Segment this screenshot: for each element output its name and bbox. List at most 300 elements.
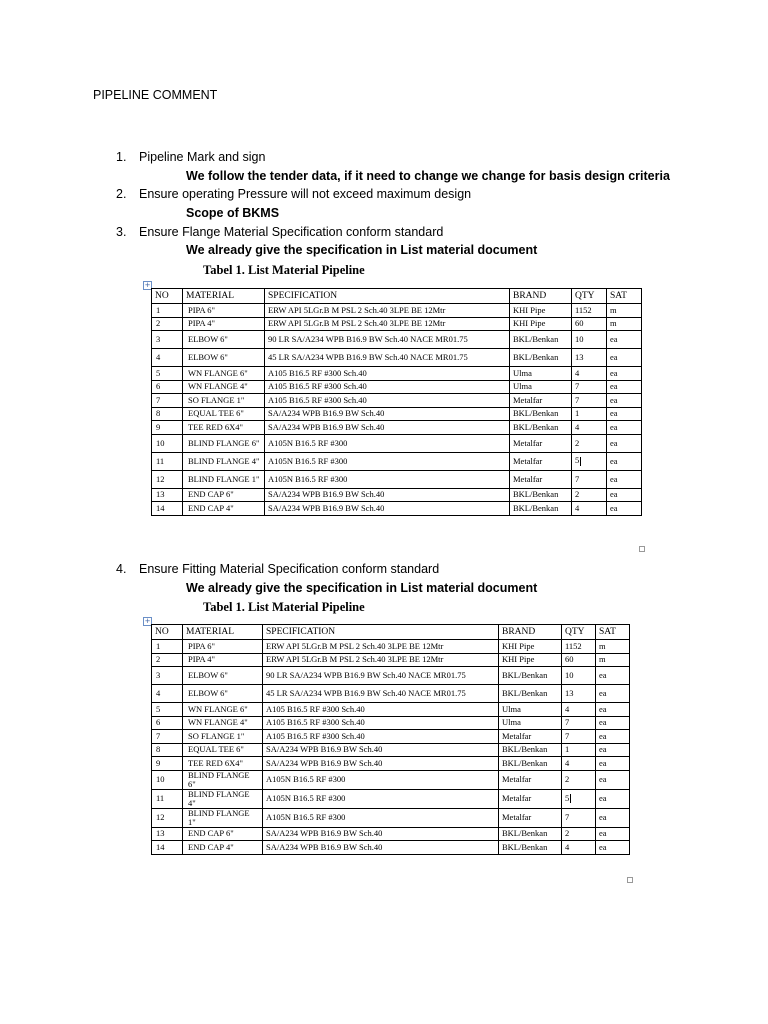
cell-brand[interactable] <box>499 827 562 841</box>
cell-spec[interactable] <box>265 470 510 488</box>
cell-qty[interactable] <box>572 452 607 470</box>
cell-spec[interactable] <box>263 841 499 855</box>
cell-text: ea <box>599 841 607 852</box>
cell-brand[interactable] <box>510 367 572 381</box>
list-item-3 <box>116 225 443 239</box>
cell-sat[interactable] <box>607 434 642 452</box>
cell-text: 7 <box>575 473 580 484</box>
cell-text: ea <box>610 473 618 484</box>
cell-sat[interactable] <box>596 716 630 730</box>
cell-qty[interactable] <box>562 827 596 841</box>
cell-text: ea <box>599 812 607 822</box>
cell-sat[interactable] <box>607 331 642 349</box>
cell-no[interactable] <box>152 367 183 381</box>
cell-text: BLIND FLANGE 4" <box>188 455 260 466</box>
cell-sat[interactable] <box>607 380 642 394</box>
cell-sat[interactable] <box>607 502 642 516</box>
cell-text: END CAP 6" <box>188 489 234 500</box>
cell-text: ELBOW 6" <box>188 334 228 344</box>
cell-text: Ulma <box>502 717 521 728</box>
cell-qty[interactable] <box>572 380 607 394</box>
cell-sat[interactable] <box>607 407 642 421</box>
cell-qty[interactable] <box>562 808 596 827</box>
cell-text: ERW API 5LGr.B M PSL 2 Sch.40 3LPE BE 12Mtr <box>266 654 444 665</box>
cell-brand[interactable] <box>510 488 572 502</box>
cell-material[interactable] <box>183 470 265 488</box>
cell-no[interactable] <box>152 452 183 470</box>
cell-no[interactable] <box>152 488 183 502</box>
cell-brand[interactable] <box>499 770 562 789</box>
cell-no[interactable] <box>152 331 183 349</box>
cell-text: 4 <box>156 352 161 362</box>
cell-no[interactable] <box>152 841 183 855</box>
cell-text: ERW API 5LGr.B M PSL 2 Sch.40 3LPE BE 12Mtr <box>268 318 446 329</box>
cell-spec[interactable] <box>263 640 499 654</box>
cell-brand[interactable] <box>510 380 572 394</box>
cell-material[interactable] <box>183 730 263 744</box>
cell-spec[interactable] <box>263 743 499 757</box>
cell-text: 2 <box>575 437 580 448</box>
cell-text: Metalfar <box>513 394 543 405</box>
cell-spec[interactable] <box>265 380 510 394</box>
cell-no[interactable] <box>152 502 183 516</box>
cell-text: 2 <box>156 654 161 665</box>
cell-text: 13 <box>156 489 165 500</box>
cell-text: Ulma <box>513 367 532 378</box>
cell-no[interactable] <box>152 827 183 841</box>
cell-brand[interactable] <box>499 667 562 685</box>
cell-no[interactable] <box>152 394 183 408</box>
cell-text: 10 <box>156 437 165 448</box>
table-row <box>152 304 642 318</box>
cell-text: BKL/Benkan <box>513 408 559 419</box>
cell-sat[interactable] <box>596 743 630 757</box>
cell-material[interactable] <box>183 434 265 452</box>
cell-text: PIPA 4" <box>188 318 216 329</box>
table-row <box>152 349 642 367</box>
cell-text: SO FLANGE 1" <box>188 394 245 405</box>
cell-sat[interactable] <box>607 349 642 367</box>
cell-no[interactable] <box>152 703 183 717</box>
cell-material[interactable] <box>183 349 265 367</box>
cell-text: BLIND FLANGE 1" <box>188 808 250 827</box>
cell-qty[interactable] <box>572 331 607 349</box>
cell-spec[interactable] <box>263 757 499 771</box>
cell-text: EQUAL TEE 6" <box>188 408 244 419</box>
cell-material[interactable] <box>183 716 263 730</box>
cell-text: BKL/Benkan <box>502 841 548 852</box>
cell-text: BKL/Benkan <box>502 828 548 839</box>
cell-qty[interactable] <box>572 470 607 488</box>
cell-material[interactable] <box>183 667 263 685</box>
cell-no[interactable] <box>152 789 183 808</box>
cell-text: 3 <box>156 334 161 344</box>
cell-material[interactable] <box>183 502 265 516</box>
cell-qty[interactable] <box>572 304 607 318</box>
cell-material[interactable] <box>183 640 263 654</box>
cell-text: BKL/Benkan <box>513 421 559 432</box>
column-header: BRAND <box>510 289 572 304</box>
cell-no[interactable] <box>152 407 183 421</box>
cell-spec[interactable] <box>265 349 510 367</box>
cell-material[interactable] <box>183 317 265 331</box>
cell-material[interactable] <box>183 827 263 841</box>
cell-spec[interactable] <box>263 716 499 730</box>
cell-no[interactable] <box>152 349 183 367</box>
cell-text: TEE RED 6X4" <box>188 421 243 432</box>
cell-brand[interactable] <box>499 841 562 855</box>
cell-text: ea <box>599 730 607 741</box>
cell-text: KHI Pipe <box>513 318 546 329</box>
cell-text: BKL/Benkan <box>513 334 559 344</box>
cell-text: WN FLANGE 6" <box>188 367 248 378</box>
document-title: PIPELINE COMMENT <box>93 88 218 102</box>
cell-spec[interactable] <box>263 808 499 827</box>
cell-brand[interactable] <box>499 757 562 771</box>
cell-brand[interactable] <box>510 394 572 408</box>
cell-text: ea <box>610 437 618 448</box>
cell-sat[interactable] <box>596 841 630 855</box>
cell-qty[interactable] <box>562 770 596 789</box>
cell-no[interactable] <box>152 653 183 667</box>
cell-text: 7 <box>565 730 570 741</box>
cell-text: ELBOW 6" <box>188 352 228 362</box>
cell-text: 1152 <box>565 640 582 651</box>
cell-brand[interactable] <box>510 304 572 318</box>
table-row <box>152 770 630 789</box>
cell-text: A105 B16.5 RF #300 Sch.40 <box>268 367 367 378</box>
cell-text: 7 <box>565 812 570 822</box>
table-row <box>152 452 642 470</box>
cell-no[interactable] <box>152 757 183 771</box>
table-move-handle-icon[interactable]: + <box>144 281 151 289</box>
cell-qty[interactable] <box>572 421 607 435</box>
cell-brand[interactable] <box>510 317 572 331</box>
table-row <box>152 716 630 730</box>
cell-qty[interactable] <box>562 841 596 855</box>
cell-material[interactable] <box>183 367 265 381</box>
cell-brand[interactable] <box>510 421 572 435</box>
cell-brand[interactable] <box>499 808 562 827</box>
cell-no[interactable] <box>152 470 183 488</box>
table-move-handle-icon[interactable]: + <box>144 617 151 625</box>
cell-brand[interactable] <box>510 470 572 488</box>
cell-text: Metalfar <box>502 774 532 784</box>
cell-sat[interactable] <box>596 685 630 703</box>
cell-text: 6 <box>156 717 161 728</box>
cell-text: ea <box>599 670 607 680</box>
cell-qty[interactable] <box>562 703 596 717</box>
cell-brand[interactable] <box>499 789 562 808</box>
cell-text: ea <box>610 421 618 432</box>
column-header: BRAND <box>499 625 562 640</box>
cell-text: 8 <box>156 744 161 755</box>
cell-spec[interactable] <box>263 730 499 744</box>
cell-qty[interactable] <box>562 667 596 685</box>
cell-text: 8 <box>156 408 161 419</box>
cell-qty[interactable] <box>562 757 596 771</box>
cell-text: A105 B16.5 RF #300 Sch.40 <box>266 717 365 728</box>
cell-material[interactable] <box>183 841 263 855</box>
cell-qty[interactable] <box>562 789 596 808</box>
cell-text: ERW API 5LGr.B M PSL 2 Sch.40 3LPE BE 12Mtr <box>268 304 446 315</box>
cell-text: A105 B16.5 RF #300 Sch.40 <box>268 394 367 405</box>
cell-text: Metalfar <box>502 812 532 822</box>
list-item-2 <box>116 187 471 201</box>
cell-qty[interactable] <box>572 434 607 452</box>
material-table-2 <box>151 624 630 855</box>
cell-text: Metalfar <box>513 437 543 448</box>
cell-brand[interactable] <box>510 452 572 470</box>
cell-qty[interactable] <box>572 502 607 516</box>
cell-text: 5 <box>156 367 161 378</box>
cell-brand[interactable] <box>510 331 572 349</box>
cell-no[interactable] <box>152 380 183 394</box>
cell-text: 1 <box>156 304 161 315</box>
cell-spec[interactable] <box>265 331 510 349</box>
table-resize-handle-icon[interactable] <box>627 877 633 883</box>
cell-sat[interactable] <box>596 757 630 771</box>
cell-no[interactable] <box>152 421 183 435</box>
cell-sat[interactable] <box>596 770 630 789</box>
cell-material[interactable] <box>183 789 263 808</box>
cell-material[interactable] <box>183 421 265 435</box>
table-row <box>152 640 630 654</box>
table-resize-handle-icon[interactable] <box>639 546 645 552</box>
cell-no[interactable] <box>152 808 183 827</box>
cell-qty[interactable] <box>562 653 596 667</box>
cell-qty[interactable] <box>572 394 607 408</box>
table-caption: Tabel 1. List Material Pipeline <box>203 263 365 277</box>
cell-no[interactable] <box>152 770 183 789</box>
cell-material[interactable] <box>183 407 265 421</box>
cell-text: 12 <box>156 473 165 484</box>
cell-text: 5 <box>565 792 570 803</box>
table-row <box>152 421 642 435</box>
cell-sat[interactable] <box>607 452 642 470</box>
cell-text: 14 <box>156 841 165 852</box>
cell-text: A105 B16.5 RF #300 Sch.40 <box>266 730 365 741</box>
cell-no[interactable] <box>152 667 183 685</box>
cell-text: 1152 <box>575 304 592 315</box>
cell-brand[interactable] <box>499 685 562 703</box>
cell-text: BKL/Benkan <box>513 489 559 500</box>
cell-text: m <box>610 318 617 329</box>
table-row <box>152 331 642 349</box>
cell-sat[interactable] <box>596 653 630 667</box>
cell-material[interactable] <box>183 331 265 349</box>
table-row <box>152 380 642 394</box>
cell-text: ea <box>610 334 618 344</box>
cell-sat[interactable] <box>607 488 642 502</box>
cell-text: 7 <box>156 730 161 741</box>
cell-sat[interactable] <box>596 827 630 841</box>
cell-text: 90 LR SA/A234 WPB B16.9 BW Sch.40 NACE MR01.75 <box>268 334 468 344</box>
cell-sat[interactable] <box>596 808 630 827</box>
cell-brand[interactable] <box>510 434 572 452</box>
cell-brand[interactable] <box>499 743 562 757</box>
cell-material[interactable] <box>183 452 265 470</box>
cell-qty[interactable] <box>572 488 607 502</box>
cell-text: 2 <box>156 318 161 329</box>
cell-qty[interactable] <box>562 685 596 703</box>
cell-spec[interactable] <box>263 653 499 667</box>
cell-no[interactable] <box>152 304 183 318</box>
cell-text: 13 <box>156 828 165 839</box>
table-row <box>152 757 630 771</box>
cell-text: 1 <box>156 640 161 651</box>
cell-no[interactable] <box>152 640 183 654</box>
cell-text: 45 LR SA/A234 WPB B16.9 BW Sch.40 NACE MR01.75 <box>266 688 466 698</box>
cell-text: BLIND FLANGE 6" <box>188 437 260 448</box>
cell-material[interactable] <box>183 770 263 789</box>
table-row <box>152 667 630 685</box>
cell-material[interactable] <box>183 703 263 717</box>
cell-text: KHI Pipe <box>502 654 535 665</box>
list-number: 1. <box>116 150 127 164</box>
cell-text: 11 <box>156 455 165 466</box>
table-row <box>152 730 630 744</box>
list-item-2-comment: Scope of BKMS <box>186 206 280 220</box>
cell-brand[interactable] <box>510 502 572 516</box>
cell-qty[interactable] <box>572 317 607 331</box>
cell-spec[interactable] <box>265 304 510 318</box>
cell-material[interactable] <box>183 380 265 394</box>
cell-text: 2 <box>575 489 580 500</box>
cell-spec[interactable] <box>263 827 499 841</box>
cell-text: A105N B16.5 RF #300 <box>268 455 348 466</box>
cell-no[interactable] <box>152 434 183 452</box>
cell-spec[interactable] <box>265 434 510 452</box>
cell-sat[interactable] <box>607 470 642 488</box>
cell-sat[interactable] <box>596 667 630 685</box>
cell-text: 1 <box>575 408 580 419</box>
cell-brand[interactable] <box>499 703 562 717</box>
cell-material[interactable] <box>183 653 263 667</box>
cell-spec[interactable] <box>265 488 510 502</box>
list-number: 4. <box>116 562 127 576</box>
cell-spec[interactable] <box>265 394 510 408</box>
table-row <box>152 502 642 516</box>
cell-sat[interactable] <box>596 730 630 744</box>
cell-qty[interactable] <box>562 716 596 730</box>
cell-text: PIPA 4" <box>188 654 216 665</box>
cell-spec[interactable] <box>265 502 510 516</box>
cell-brand[interactable] <box>510 407 572 421</box>
cell-brand[interactable] <box>499 653 562 667</box>
cell-qty[interactable] <box>572 367 607 381</box>
cell-text: 5 <box>575 455 580 466</box>
cell-text: A105N B16.5 RF #300 <box>266 812 346 822</box>
column-header: QTY <box>562 625 596 640</box>
cell-spec[interactable] <box>263 789 499 808</box>
table-header-row <box>152 625 630 640</box>
cell-spec[interactable] <box>263 667 499 685</box>
cell-sat[interactable] <box>596 789 630 808</box>
cell-sat[interactable] <box>607 394 642 408</box>
cell-material[interactable] <box>183 808 263 827</box>
cell-text: A105N B16.5 RF #300 <box>266 793 346 803</box>
cell-spec[interactable] <box>265 407 510 421</box>
cell-text: 2 <box>565 774 570 784</box>
cell-spec[interactable] <box>265 421 510 435</box>
cell-spec[interactable] <box>263 703 499 717</box>
cell-qty[interactable] <box>572 407 607 421</box>
cell-brand[interactable] <box>499 716 562 730</box>
cell-spec[interactable] <box>263 770 499 789</box>
column-header: SAT <box>607 289 642 304</box>
cell-spec[interactable] <box>263 685 499 703</box>
cell-text: ea <box>599 793 607 803</box>
cell-spec[interactable] <box>265 452 510 470</box>
cell-material[interactable] <box>183 757 263 771</box>
cell-text: BLIND FLANGE 6" <box>188 770 250 789</box>
column-header: QTY <box>572 289 607 304</box>
cell-sat[interactable] <box>607 317 642 331</box>
cell-material[interactable] <box>183 304 265 318</box>
cell-text: 7 <box>575 394 580 405</box>
table-row <box>152 317 642 331</box>
cell-material[interactable] <box>183 685 263 703</box>
cell-qty[interactable] <box>562 743 596 757</box>
cell-material[interactable] <box>183 488 265 502</box>
column-header: NO <box>152 625 183 640</box>
cell-qty[interactable] <box>562 730 596 744</box>
cell-spec[interactable] <box>265 367 510 381</box>
list-text: Ensure Flange Material Specification conform standard <box>139 225 444 239</box>
cell-no[interactable] <box>152 743 183 757</box>
text-cursor <box>580 457 581 466</box>
table-row <box>152 743 630 757</box>
cell-text: 7 <box>565 717 570 728</box>
cell-text: 4 <box>565 703 570 714</box>
cell-qty[interactable] <box>562 640 596 654</box>
cell-sat[interactable] <box>607 421 642 435</box>
column-header: SAT <box>596 625 630 640</box>
cell-material[interactable] <box>183 743 263 757</box>
cell-text: ea <box>599 717 607 728</box>
cell-material[interactable] <box>183 394 265 408</box>
list-number: 3. <box>116 225 127 239</box>
cell-qty[interactable] <box>572 349 607 367</box>
cell-brand[interactable] <box>499 730 562 744</box>
cell-sat[interactable] <box>607 367 642 381</box>
cell-brand[interactable] <box>499 640 562 654</box>
cell-text: BKL/Benkan <box>513 352 559 362</box>
cell-sat[interactable] <box>596 640 630 654</box>
cell-sat[interactable] <box>607 304 642 318</box>
cell-spec[interactable] <box>265 317 510 331</box>
table-row <box>152 653 630 667</box>
cell-no[interactable] <box>152 317 183 331</box>
cell-text: 2 <box>565 828 570 839</box>
cell-no[interactable] <box>152 685 183 703</box>
cell-text: BKL/Benkan <box>502 757 548 768</box>
cell-text: 7 <box>575 381 580 392</box>
cell-text: 45 LR SA/A234 WPB B16.9 BW Sch.40 NACE MR01.75 <box>268 352 468 362</box>
list-item-1-comment: We follow the tender data, if it need to change we change for basis design criteria <box>186 169 670 183</box>
cell-no[interactable] <box>152 716 183 730</box>
cell-text: 12 <box>156 812 165 822</box>
cell-no[interactable] <box>152 730 183 744</box>
cell-text: 60 <box>575 318 584 329</box>
cell-sat[interactable] <box>596 703 630 717</box>
cell-brand[interactable] <box>510 349 572 367</box>
list-item-1 <box>116 150 265 164</box>
cell-text: ELBOW 6" <box>188 688 228 698</box>
list-number: 2. <box>116 187 127 201</box>
cell-text: END CAP 4" <box>188 502 234 513</box>
